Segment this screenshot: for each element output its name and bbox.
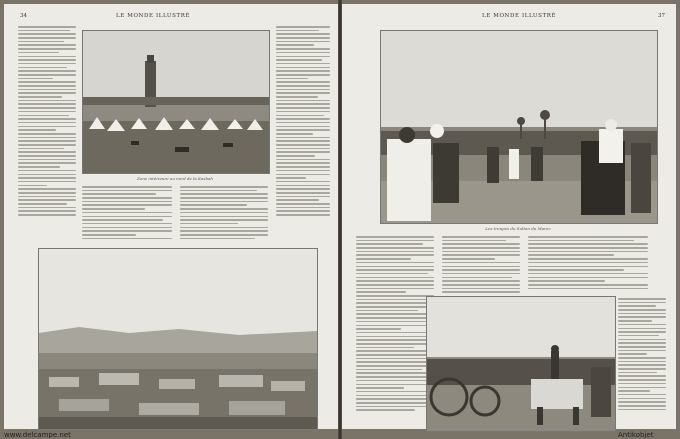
left-text-column-2 (82, 186, 172, 241)
right-text-column-1 (356, 236, 434, 413)
photo-sultan-troops (380, 30, 658, 224)
left-page-number: 34 (20, 13, 27, 19)
photo-top-caption-right: Les troupes du Sultan du Maroc (485, 226, 551, 231)
city-panorama-image (39, 249, 317, 429)
left-running-head: LE MONDE ILLUSTRÉ (116, 13, 191, 19)
left-text-column-4 (276, 26, 330, 218)
right-text-column-2 (442, 236, 520, 295)
right-page-number: 37 (658, 13, 665, 19)
artillery-image (427, 297, 615, 431)
photo-artillery (426, 296, 616, 432)
left-text-column-1 (18, 26, 76, 218)
right-text-column-3 (528, 236, 648, 291)
watermark-right: Antikobjet (618, 431, 654, 439)
right-page (342, 4, 676, 429)
right-text-column-4 (618, 298, 666, 412)
sultan-troops-image (381, 31, 657, 223)
left-text-column-3 (180, 186, 268, 241)
photo-top-caption-left: Zone intérieure au nord de la Kasbah (137, 176, 213, 181)
watermark-left: www.delcampe.net (4, 431, 71, 439)
right-running-head: LE MONDE ILLUSTRÉ (482, 13, 557, 19)
photo-city-panorama (38, 248, 318, 430)
photo-minaret-camp (82, 30, 270, 174)
left-page (4, 4, 338, 429)
minaret-camp-image (83, 31, 269, 173)
